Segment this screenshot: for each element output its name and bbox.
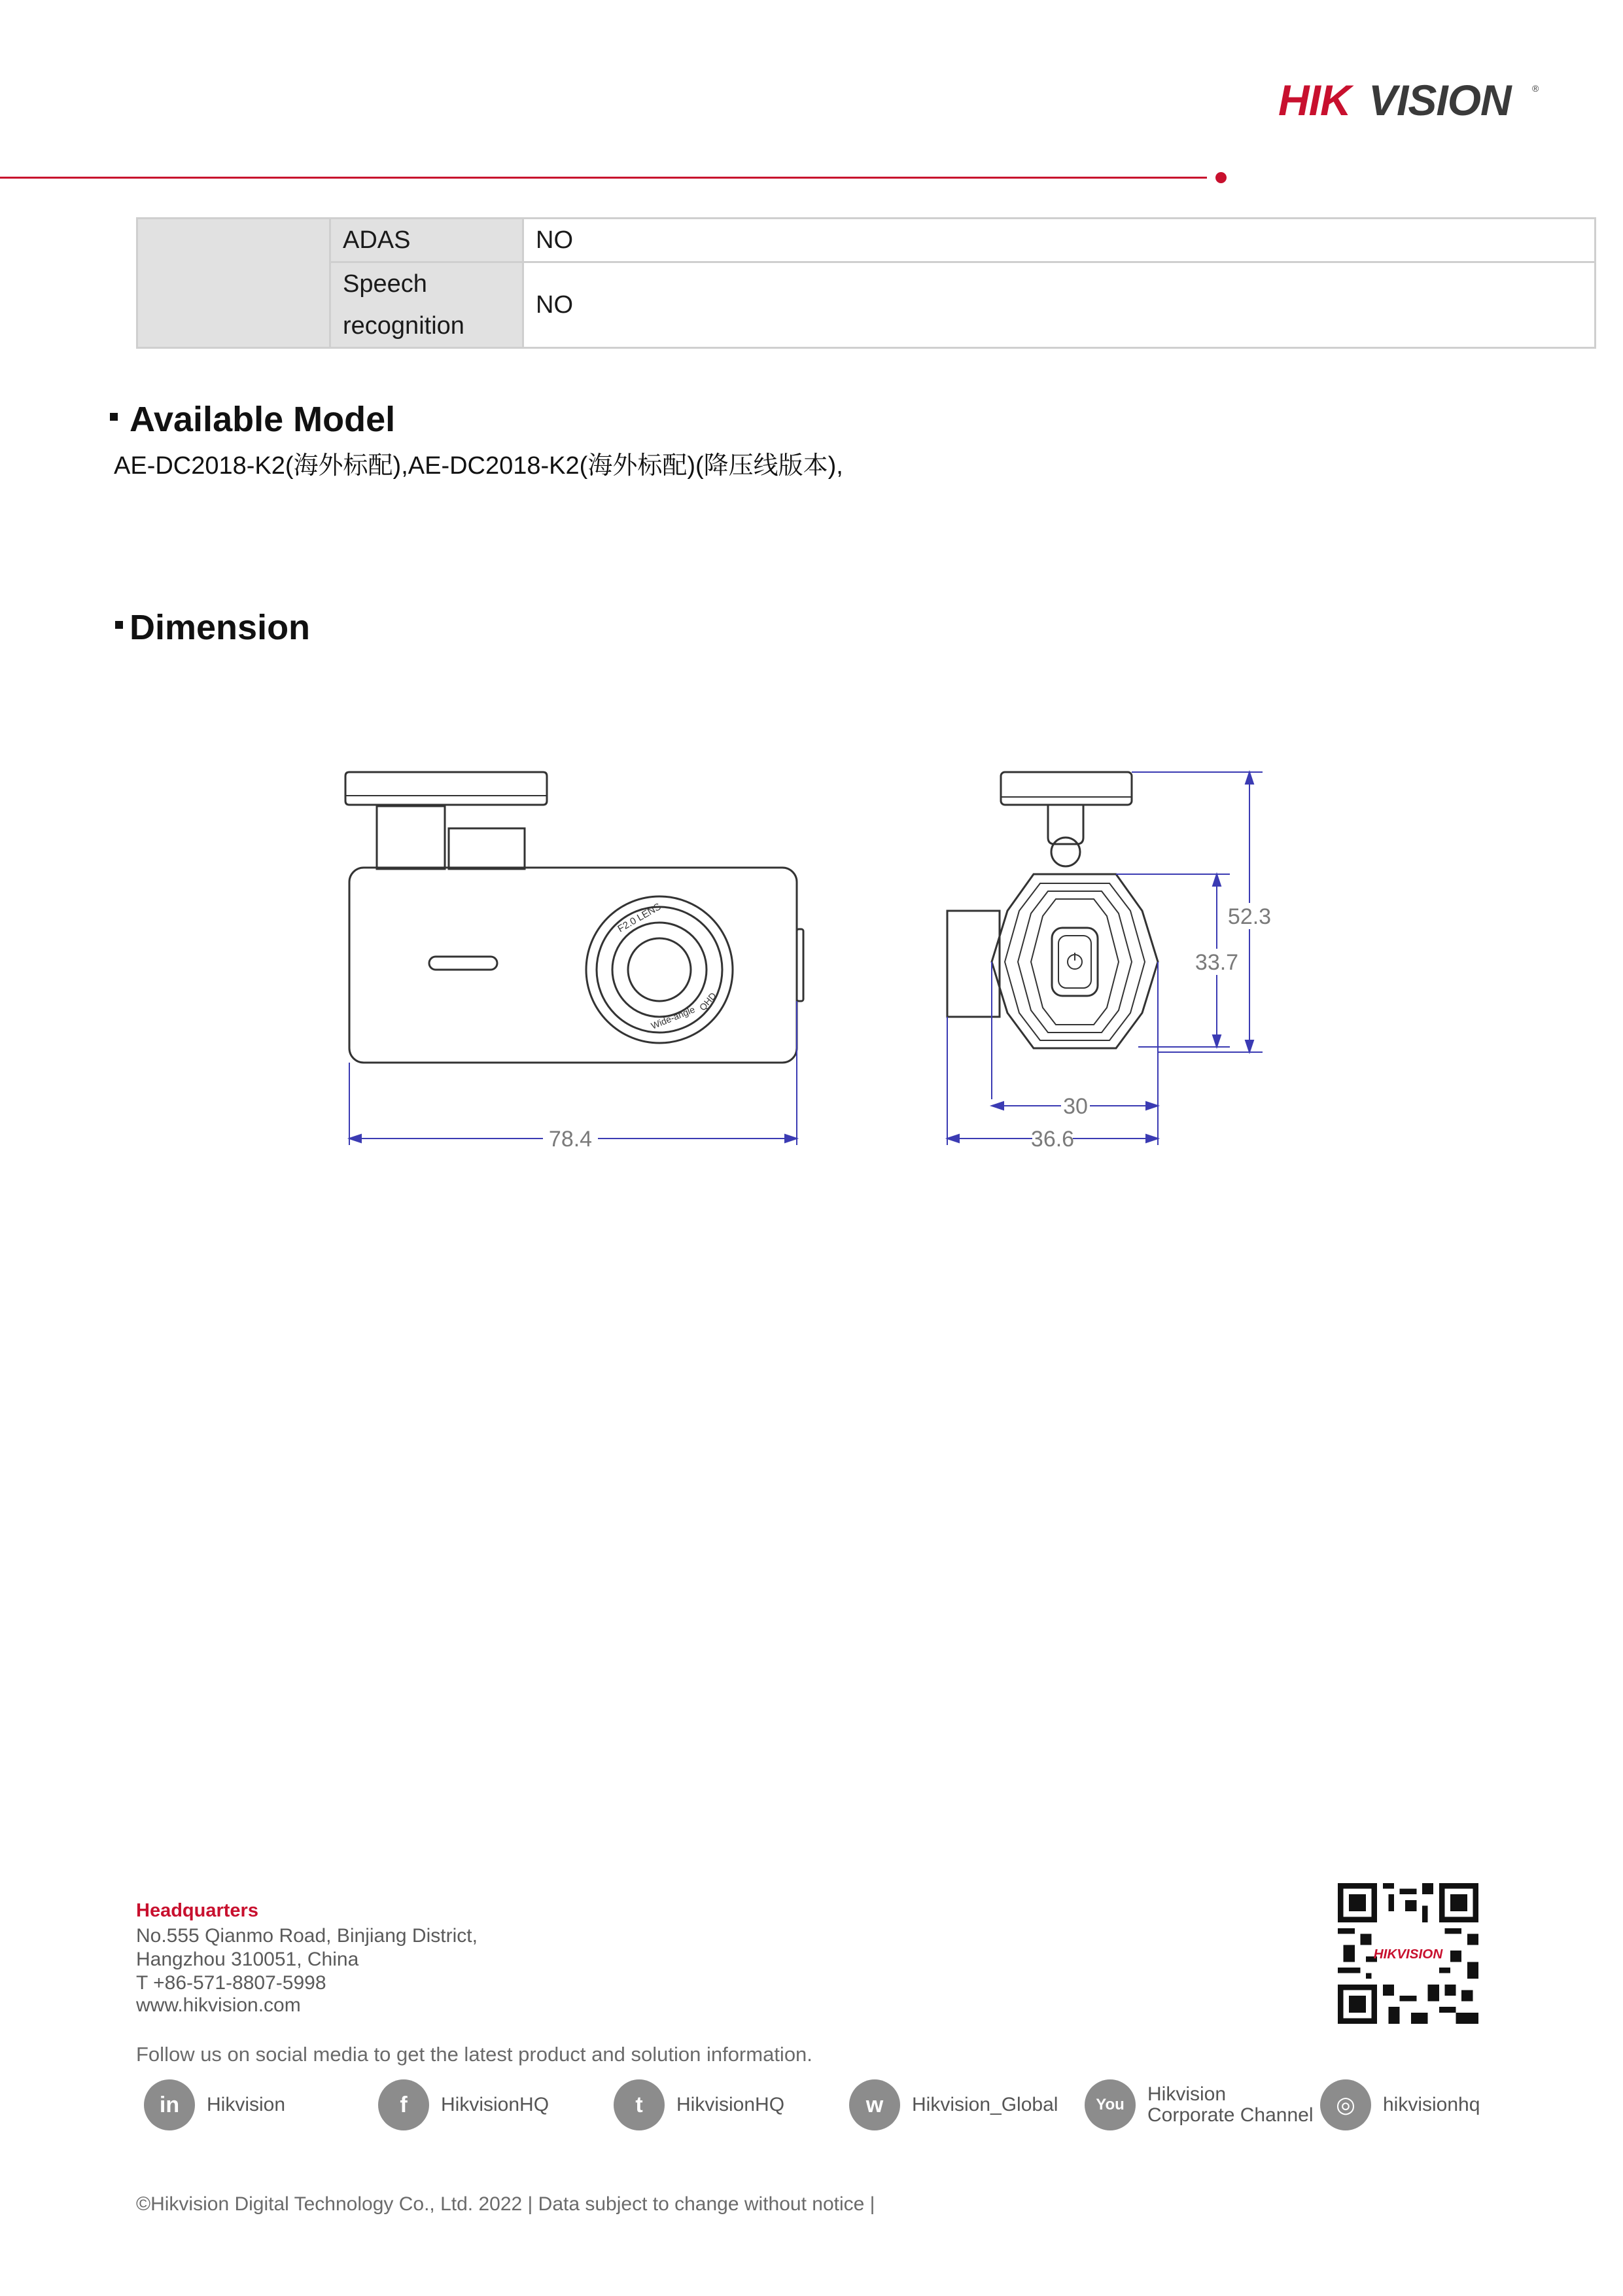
address-line: No.555 Qianmo Road, Binjiang District, [136,1925,478,1947]
header-divider [0,177,1207,179]
dimension-side-total-height: 52.3 [1227,904,1272,929]
dimension-side-total-width: 36.6 [1030,1127,1075,1152]
header-divider-dot [1215,172,1227,183]
instagram-icon: ◎ [1320,2079,1371,2130]
website-link[interactable]: www.hikvision.com [136,1994,301,2016]
lens-label: F2.0 LENS [616,901,663,935]
social-wechat[interactable] [849,2075,1058,2134]
dimension-side-body-width: 30 [1063,1094,1088,1119]
spec-value-adas: NO [523,219,1596,262]
phone-number: T +86-571-8807-5998 [136,1972,326,1994]
svg-text:®: ® [1532,83,1539,94]
dimension-drawing [321,752,1276,1158]
table-group-cell [137,219,330,348]
spec-key-line: Speech [343,270,427,298]
dimension-heading [115,607,310,648]
twitter-icon: t [614,2079,665,2130]
svg-text:VISION: VISION [1369,76,1511,124]
social-facebook[interactable] [378,2075,549,2134]
social-label [1147,2084,1314,2126]
dimension-side-body-height: 33.7 [1195,950,1239,975]
social-youtube[interactable] [1085,2075,1314,2134]
facebook-icon: f [378,2079,429,2130]
social-follow-text: Follow us on social media to get the latest product and solution information. [136,2043,812,2066]
address-line: Hangzhou 310051, China [136,1949,359,1970]
spec-key-line: recognition [343,312,464,340]
copyright-notice: ©Hikvision Digital Technology Co., Ltd. 2022 | Data subject to change without notice | [136,2193,875,2215]
front-view [345,772,803,1152]
available-model-heading [110,399,395,440]
table-row [137,219,1596,262]
qr-code-icon [1338,1883,1478,2024]
spec-table [136,217,1596,349]
side-view [947,772,1271,1152]
table-row [137,262,1596,348]
svg-text:HIK: HIK [1278,76,1351,124]
social-label: Hikvision [207,2094,286,2115]
spec-key-adas: ADAS [330,219,523,262]
headquarters-label: Headquarters [136,1900,258,1921]
available-model-list: AE-DC2018-K2(海外标配),AE-DC2018-K2(海外标配)(降压线版本), [114,452,843,480]
available-model-title: Available Model [130,400,396,439]
svg-text:HIKVISION: HIKVISION [1373,1947,1443,1962]
bullet-icon [110,413,118,421]
spec-key-speech-recognition [330,262,523,348]
social-label-line: Corporate Channel [1147,2104,1314,2126]
social-label-line: Hikvision [1147,2083,1227,2105]
social-linkedin[interactable] [144,2075,285,2134]
lens-label: Wide-angle [649,1004,697,1031]
social-label: Hikvision_Global [912,2094,1058,2115]
social-twitter[interactable] [614,2075,784,2134]
hikvision-logo [1276,73,1544,126]
youtube-icon: You [1085,2079,1136,2130]
bullet-icon [115,621,123,629]
lens-label: QHD [697,990,718,1013]
dimension-front-width: 78.4 [548,1127,593,1152]
linkedin-icon: in [144,2079,195,2130]
social-label: HikvisionHQ [441,2094,550,2115]
social-label: HikvisionHQ [676,2094,785,2115]
social-instagram[interactable] [1320,2075,1480,2134]
wechat-icon: w [849,2079,900,2130]
spec-value-speech-recognition: NO [523,262,1596,348]
social-label: hikvisionhq [1383,2094,1480,2115]
dimension-title: Dimension [130,608,311,647]
